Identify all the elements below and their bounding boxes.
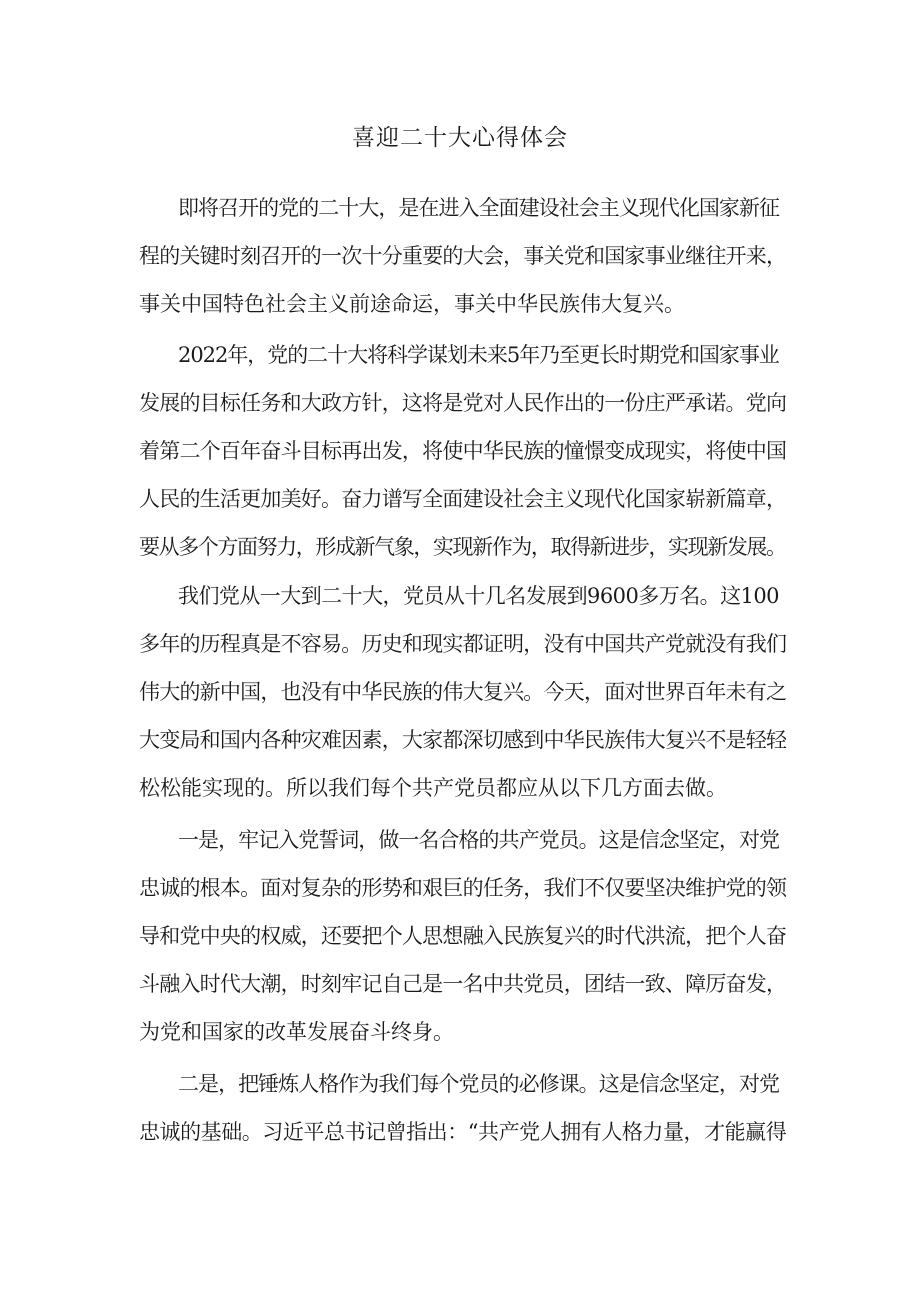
paragraph-4-line-4: 斗融入时代大潮，时刻牢记自己是一名中共党员，团结一致、障厉奋发，	[139, 972, 787, 996]
paragraph-3-line-4: 大变局和国内各种灾难因素，大家都深切感到中华民族伟大复兴不是轻轻	[139, 728, 787, 752]
paragraph-1-line-3: 事关中国特色社会主义前途命运，事关中华民族伟大复兴。	[139, 292, 685, 316]
paragraph-2-line-2: 发展的目标任务和大政方针，这将是党对人民作出的一份庄严承诺。党向	[139, 391, 787, 415]
paragraph-4-line-2: 忠诚的根本。面对复杂的形势和艰巨的任务，我们不仅要坚决维护党的领	[139, 876, 787, 900]
paragraph-3-line-2: 多年的历程真是不容易。历史和现实都证明，没有中国共产党就没有我们	[139, 632, 787, 656]
paragraph-4-line-5: 为党和国家的改革发展奋斗终身。	[139, 1020, 454, 1044]
paragraph-1-line-1: 即将召开的党的二十大，是在进入全面建设社会主义现代化国家新征	[178, 196, 780, 220]
paragraph-1-line-2: 程的关键时刻召开的一次十分重要的大会，事关党和国家事业继往开来，	[139, 244, 787, 268]
paragraph-2-line-4: 人民的生活更加美好。奋力谱写全面建设社会主义现代化国家崭新篇章，	[139, 487, 787, 511]
paragraph-3-line-3: 伟大的新中国，也没有中华民族的伟大复兴。今天，面对世界百年未有之	[139, 680, 787, 704]
paragraph-3-line-1: 我们党从一大到二十大，党员从十几名发展到9600多万名。这100	[178, 584, 779, 608]
paragraph-2-line-3: 着第二个百年奋斗目标再出发，将使中华民族的憧憬变成现实，将使中国	[139, 439, 787, 463]
paragraph-4-line-1: 一是，牢记入党誓词，做一名合格的共产党员。这是信念坚定，对党	[178, 828, 780, 852]
document-title: 喜迎二十大心得体会	[352, 125, 568, 151]
paragraph-2-line-5: 要从多个方面努力，形成新气象，实现新作为，取得新进步，实现新发展。	[139, 535, 786, 559]
paragraph-2-line-1: 2022年，党的二十大将科学谋划未来5年乃至更长时期党和国家事业	[178, 343, 779, 367]
paragraph-5-line-2: 忠诚的基础。习近平总书记曾指出：“共产党人拥有人格力量，才能赢得	[139, 1120, 787, 1144]
paragraph-4-line-3: 导和党中央的权威，还要把个人思想融入民族复兴的时代洪流，把个人奋	[139, 924, 787, 948]
paragraph-5-line-1: 二是，把锤炼人格作为我们每个党员的必修课。这是信念坚定，对党	[178, 1072, 780, 1096]
paragraph-3-line-5: 松松能实现的。所以我们每个共产党员都应从以下几方面去做。	[139, 776, 727, 800]
